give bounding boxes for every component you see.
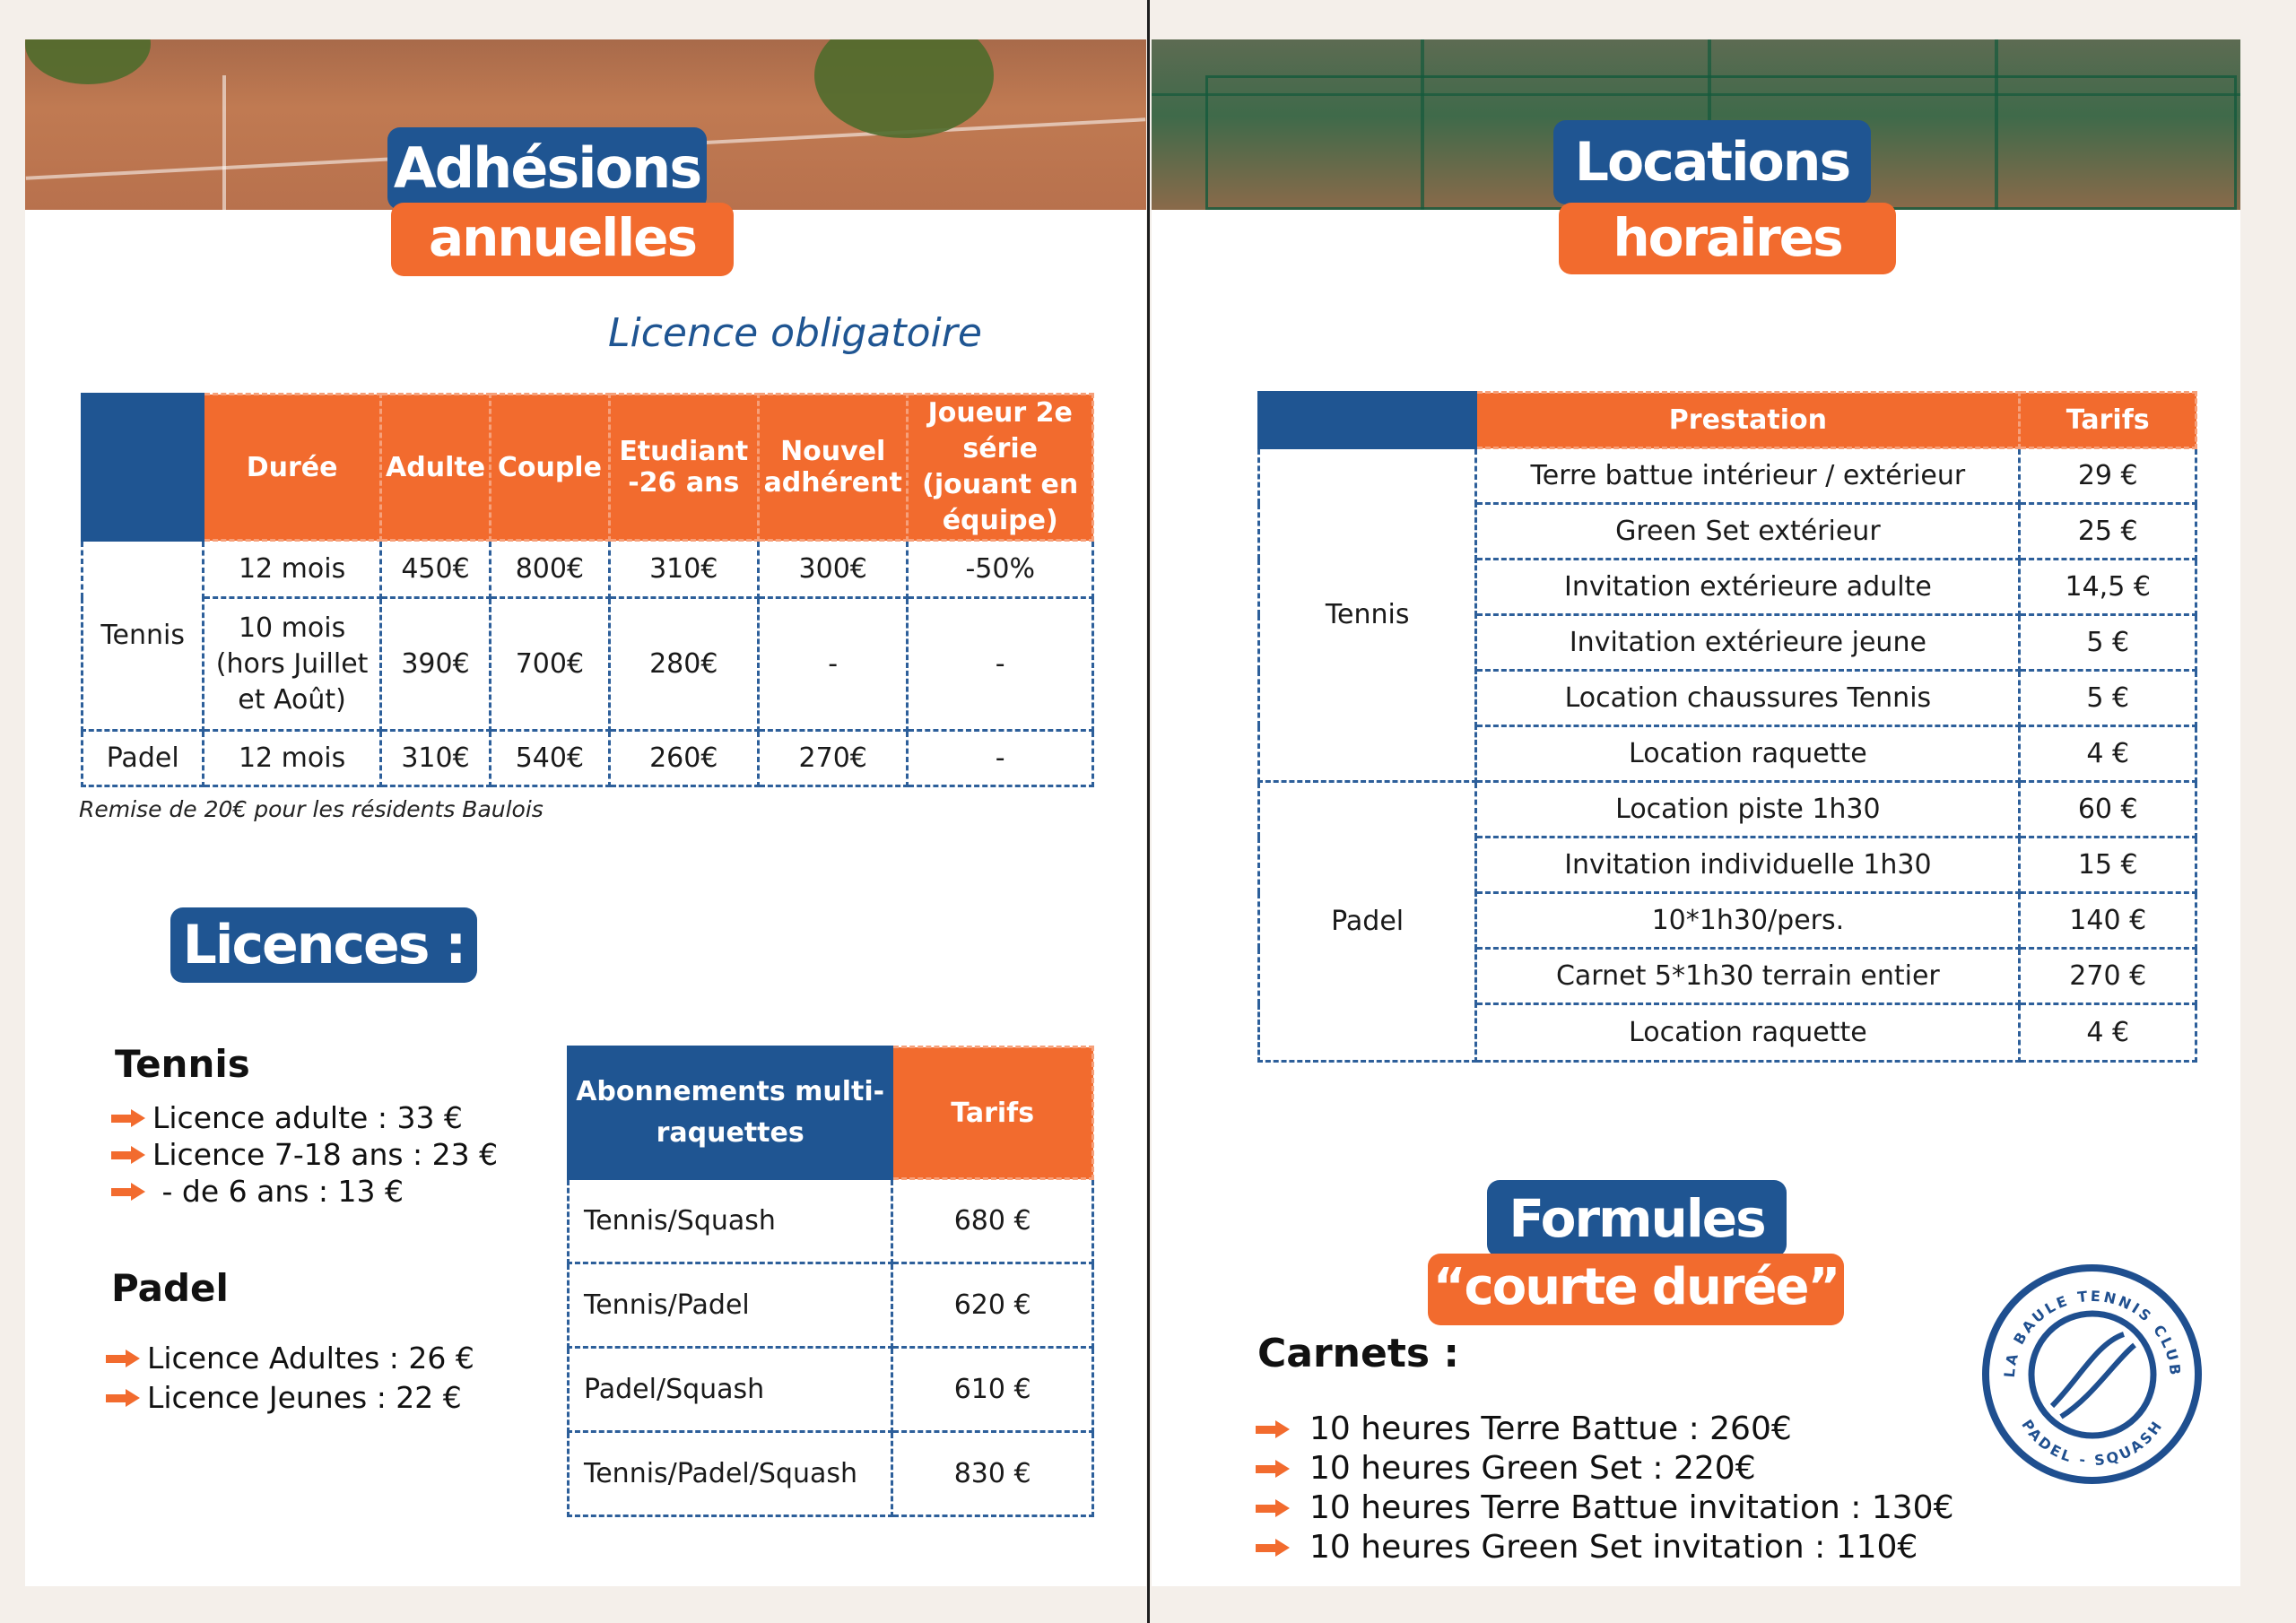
subscription-price: 680 € [892, 1179, 1093, 1263]
tarif-cell: 14,5 € [2020, 560, 2196, 615]
tarif-cell: 5 € [2020, 671, 2196, 726]
price-cell: 270€ [758, 731, 907, 786]
tennis-licence-heading: Tennis [115, 1042, 250, 1086]
title-formules: Formules [1487, 1180, 1787, 1257]
table-row [569, 1432, 1093, 1516]
group-tennis: Tennis [1259, 448, 1476, 782]
table-row [1259, 782, 2196, 838]
page-fold [1147, 0, 1150, 1623]
tarif-cell: 15 € [2020, 838, 2196, 893]
price-cell: - [758, 598, 907, 731]
header-duree: Durée [204, 395, 381, 541]
list-item: 10 heures Terre Battue : 260€ [1256, 1410, 1953, 1449]
subscription-price: 620 € [892, 1263, 1093, 1348]
prestation-cell: Terre battue intérieur / extérieur [1476, 448, 2020, 504]
price-cell: 310€ [380, 731, 490, 786]
table-row [83, 541, 1093, 598]
table-row [569, 1348, 1093, 1432]
subscription-name: Tennis/Padel/Squash [569, 1432, 892, 1516]
resident-discount-note: Remise de 20€ pour les résidents Baulois [79, 796, 544, 822]
table-row [569, 1179, 1093, 1263]
price-cell: 540€ [491, 731, 609, 786]
club-logo-emblem [1989, 1271, 2195, 1477]
prestation-cell: Invitation individuelle 1h30 [1476, 838, 2020, 893]
arrow-right-icon [1256, 1460, 1290, 1478]
list-item: 10 heures Green Set invitation : 110€ [1256, 1528, 1953, 1567]
tarif-cell: 270 € [2020, 949, 2196, 1004]
padel-licence-heading: Padel [111, 1266, 229, 1310]
price-cell: 800€ [491, 541, 609, 598]
table-row [83, 598, 1093, 731]
subscription-name: Tennis/Padel [569, 1263, 892, 1348]
tarif-cell: 60 € [2020, 782, 2196, 838]
duration-cell: 12 mois [204, 731, 381, 786]
arrow-right-icon [111, 1109, 145, 1127]
title-courte-duree: “courte durée” [1428, 1254, 1844, 1325]
price-cell: 450€ [380, 541, 490, 598]
price-cell: - [908, 731, 1093, 786]
licence-obligatoire-subtitle: Licence obligatoire [608, 310, 982, 356]
list-item: 10 heures Green Set : 220€ [1256, 1449, 1953, 1488]
price-cell: 260€ [609, 731, 758, 786]
header-prestation: Prestation [1476, 393, 2020, 448]
tarif-cell: 4 € [2020, 726, 2196, 782]
list-item: 10 heures Terre Battue invitation : 130€ [1256, 1488, 1953, 1528]
list-item: Licence Adultes : 26 € [106, 1339, 474, 1378]
title-horaires: horaires [1559, 203, 1896, 274]
sport-cell-padel: Padel [83, 731, 204, 786]
prestation-cell: Invitation extérieure adulte [1476, 560, 2020, 615]
list-item: - de 6 ans : 13 € [111, 1173, 498, 1210]
arrow-right-icon [111, 1183, 145, 1201]
price-cell: 300€ [758, 541, 907, 598]
tennis-licence-list [111, 1099, 498, 1210]
arrow-right-icon [111, 1146, 145, 1164]
prestation-cell: Invitation extérieure jeune [1476, 615, 2020, 671]
prestation-cell: Green Set extérieur [1476, 504, 2020, 560]
tarif-cell: 25 € [2020, 504, 2196, 560]
table-row [1259, 448, 2196, 504]
logo-bottom-text: PADEL - SQUASH [2018, 1416, 2167, 1470]
duration-cell: 10 mois (hors Juillet et Août) [204, 598, 381, 731]
tarif-cell: 4 € [2020, 1004, 2196, 1062]
list-item: Licence adulte : 33 € [111, 1099, 498, 1136]
list-item: Licence Jeunes : 22 € [106, 1378, 474, 1418]
tarif-cell: 29 € [2020, 448, 2196, 504]
arrow-right-icon [1256, 1539, 1290, 1557]
arrow-right-icon [1256, 1499, 1290, 1517]
header-etudiant: Etudiant -26 ans [609, 395, 758, 541]
carnets-list [1256, 1410, 1953, 1567]
header-tarifs: Tarifs [2020, 393, 2196, 448]
svg-text:PADEL - SQUASH [2018, 1416, 2167, 1469]
header-couple: Couple [491, 395, 609, 541]
title-adhesions: Adhésions [387, 127, 707, 210]
prestation-cell: Location raquette [1476, 726, 2020, 782]
multi-racket-table [567, 1046, 1094, 1517]
prestation-cell: Location raquette [1476, 1004, 2020, 1062]
group-padel: Padel [1259, 782, 1476, 1062]
licences-title: Licences : [170, 907, 477, 983]
header-nouvel-adherent: Nouvel adhérent [758, 395, 907, 541]
table-row [569, 1263, 1093, 1348]
padel-licence-list [106, 1339, 474, 1418]
price-cell: -50% [908, 541, 1093, 598]
logo-top-text: LA BAULE TENNIS CLUB [2000, 1287, 2185, 1379]
prestation-cell: Location piste 1h30 [1476, 782, 2020, 838]
title-annuelles: annuelles [391, 203, 734, 276]
arrow-right-icon [106, 1389, 140, 1407]
title-locations: Locations [1553, 120, 1871, 204]
prestation-cell: Carnet 5*1h30 terrain entier [1476, 949, 2020, 1004]
header-adulte: Adulte [380, 395, 490, 541]
subscription-name: Padel/Squash [569, 1348, 892, 1432]
rental-table [1257, 391, 2197, 1063]
header-joueur-2e-serie: Joueur 2e série (jouant en équipe) [908, 395, 1093, 541]
membership-table [81, 393, 1094, 787]
price-cell: 390€ [380, 598, 490, 731]
tarif-cell: 5 € [2020, 615, 2196, 671]
prestation-cell: 10*1h30/pers. [1476, 893, 2020, 949]
svg-text:LA BAULE TENNIS CLUB [2001, 1288, 2184, 1378]
duration-cell: 12 mois [204, 541, 381, 598]
club-logo [1982, 1264, 2202, 1484]
price-cell: 280€ [609, 598, 758, 731]
header-abonnements: Abonnements multi-raquettes [569, 1047, 892, 1179]
list-item: Licence 7-18 ans : 23 € [111, 1136, 498, 1173]
subscription-price: 830 € [892, 1432, 1093, 1516]
price-cell: 310€ [609, 541, 758, 598]
arrow-right-icon [1256, 1420, 1290, 1438]
tarif-cell: 140 € [2020, 893, 2196, 949]
membership-corner-cell [83, 395, 204, 541]
arrow-right-icon [106, 1350, 140, 1367]
table-row [83, 731, 1093, 786]
prestation-cell: Location chaussures Tennis [1476, 671, 2020, 726]
header-tarifs: Tarifs [892, 1047, 1093, 1179]
subscription-price: 610 € [892, 1348, 1093, 1432]
price-cell: 700€ [491, 598, 609, 731]
carnets-heading: Carnets : [1257, 1331, 1459, 1376]
subscription-name: Tennis/Squash [569, 1179, 892, 1263]
sport-cell-tennis: Tennis [83, 541, 204, 731]
rental-corner-cell [1259, 393, 1476, 448]
price-cell: - [908, 598, 1093, 731]
